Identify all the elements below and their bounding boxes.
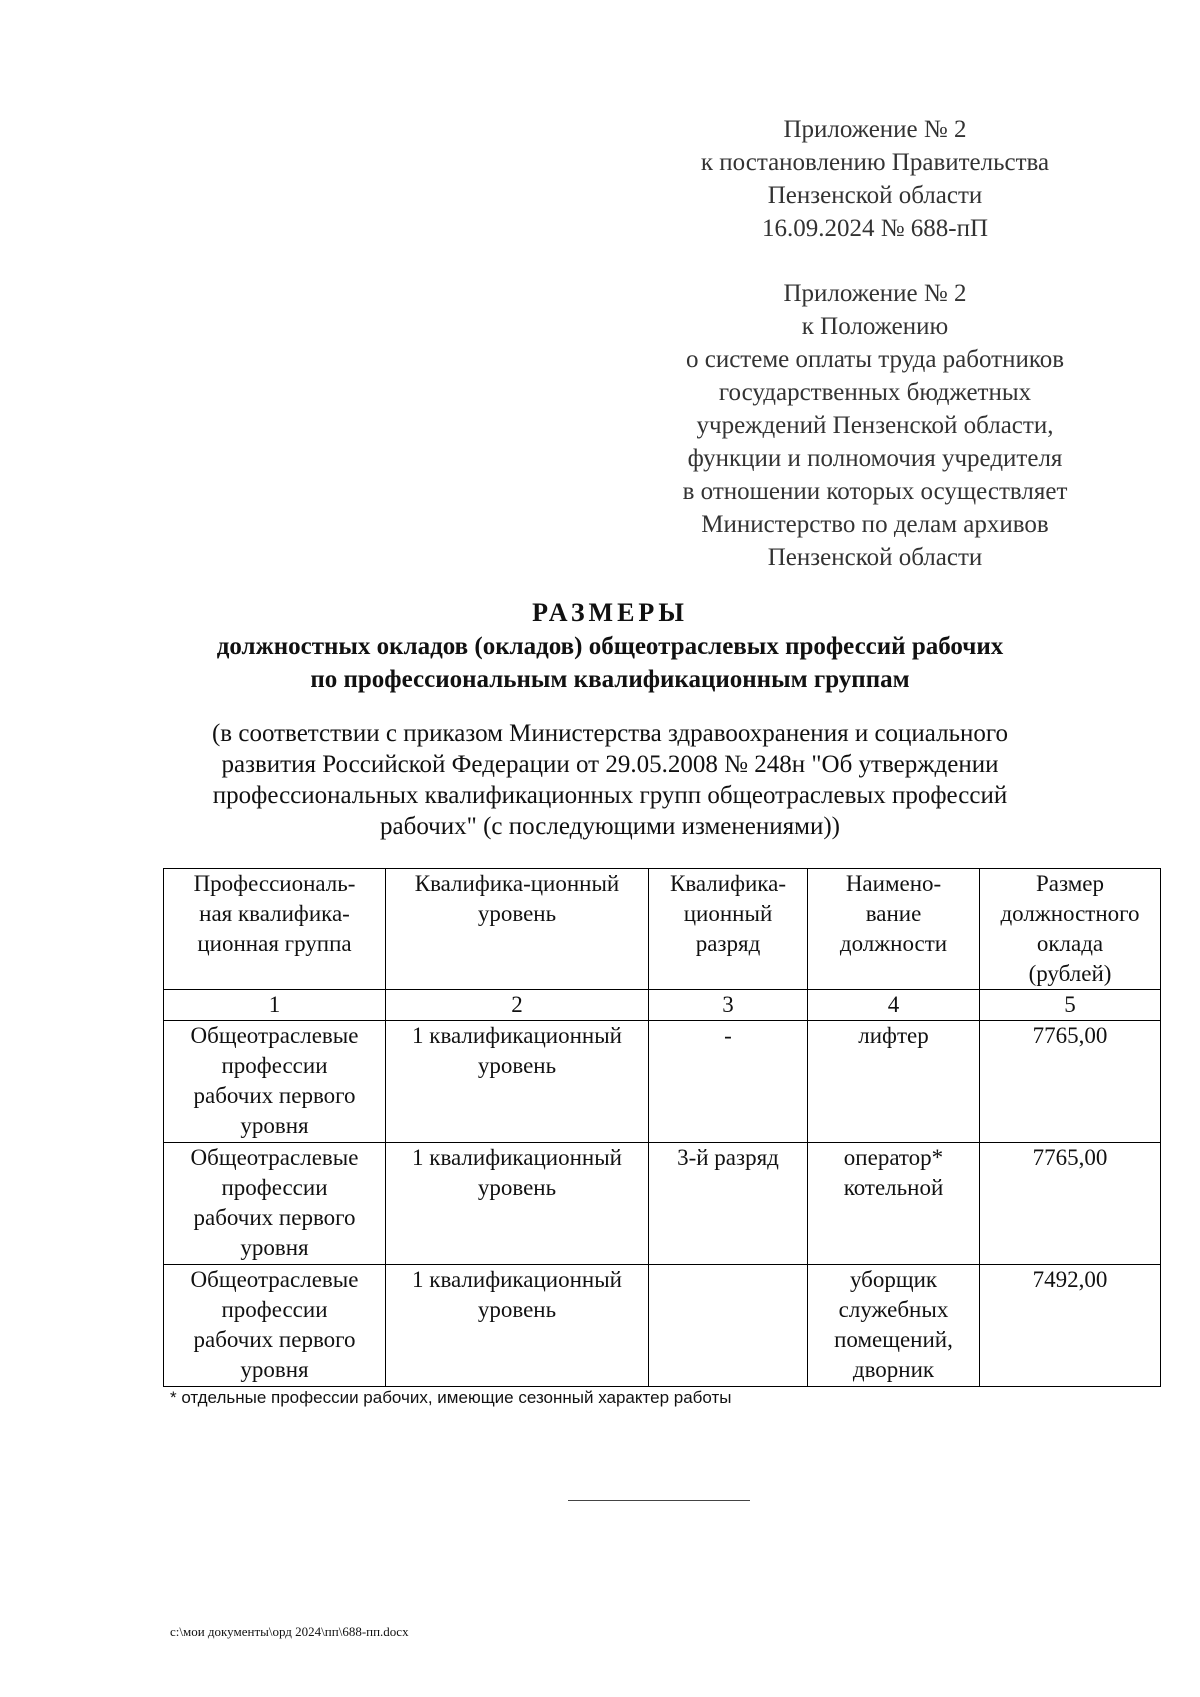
column-header [808,869,980,990]
column-header [649,869,808,990]
cell-line: служебных [838,1297,949,1322]
cell-line: профессии [221,1053,328,1078]
appendix-line: учреждений Пензенской области, [696,412,1054,439]
header-line: Профессиональ- [193,871,356,896]
cell-line: 1 квалификационный [412,1267,622,1292]
header-line: ционный [683,901,773,926]
appendix-line: Приложение № 2 [783,280,967,307]
cell-line: котельной [843,1175,944,1200]
legal-basis-text [150,718,1070,842]
table-row [164,1021,1161,1143]
cell-line: - [724,1023,732,1048]
cell-line: лифтер [858,1023,929,1048]
cell-line: Общеотраслевые [190,1023,359,1048]
appendix-line: государственных бюджетных [718,379,1032,406]
closing-rule [568,1500,750,1501]
title-subtitle [150,630,1070,696]
cell-level [386,1265,649,1387]
header-line: ная квалифика- [199,901,350,926]
cell-group [164,1143,386,1265]
title-subtitle-line: по профессиональным квалификационным группам [310,666,910,693]
basis-line: (в соответствии с приказом Министерства здравоохранения и социального [211,720,1009,747]
appendix-line: к постановлению Правительства [700,149,1050,176]
cell-grade [649,1265,808,1387]
header-line: Квалифика-ционный [414,871,620,896]
header-line: должностного [1000,901,1140,926]
cell-line: 1 квалификационный [412,1023,622,1048]
footnote: * отдельные профессии рабочих, имеющие сезонный характер работы [170,1388,732,1407]
cell-line: дворник [852,1357,935,1382]
column-header [980,869,1161,990]
table-row [164,1143,1161,1265]
cell-salary: 7492,00 [980,1265,1161,1387]
table-header-row [164,869,1161,990]
basis-line: профессиональных квалификационных групп общеотраслевых профессий [212,782,1008,809]
cell-line: Общеотраслевые [190,1145,359,1170]
header-line: ционная группа [197,931,352,956]
appendix-line: Пензенской области [767,182,983,209]
header-line: вание [865,901,922,926]
appendix-decree-block [665,113,1085,245]
header-line: уровень [477,901,557,926]
cell-position [808,1143,980,1265]
header-line: оклада [1036,931,1104,956]
cell-salary: 7765,00 [980,1143,1161,1265]
cell-line: рабочих первого [193,1205,356,1230]
basis-line: развития Российской Федерации от 29.05.2008 № 248н "Об утверждении [221,751,999,778]
cell-group [164,1021,386,1143]
table-body [164,1021,1161,1387]
column-number: 3 [649,990,808,1021]
column-number: 5 [980,990,1161,1021]
header-line: должности [839,931,948,956]
cell-line: уровня [240,1235,309,1260]
appendix-line: о системе оплаты труда работников [685,346,1065,373]
cell-line: уровня [240,1113,309,1138]
basis-line: рабочих" (с последующими изменениями)) [380,813,840,840]
cell-salary: 7765,00 [980,1021,1161,1143]
cell-group [164,1265,386,1387]
title-subtitle-line: должностных окладов (окладов) общеотраслевых профессий рабочих [216,633,1004,660]
cell-position [808,1265,980,1387]
appendix-line: Приложение № 2 [783,116,967,143]
cell-line: уровень [477,1297,557,1322]
cell-line: уровень [477,1053,557,1078]
cell-line: 1 квалификационный [412,1145,622,1170]
document-title [150,596,1070,696]
cell-line: 3-й разряд [677,1145,779,1170]
column-header [386,869,649,990]
cell-grade [649,1143,808,1265]
cell-level [386,1021,649,1143]
column-header [164,869,386,990]
cell-line: рабочих первого [193,1327,356,1352]
cell-line: профессии [221,1297,328,1322]
column-number: 4 [808,990,980,1021]
appendix-line: Пензенской области [767,544,983,571]
table-column-number-row [164,990,1161,1021]
header-line: Наимено- [845,871,942,896]
cell-line: помещений, [834,1327,953,1352]
title-main: РАЗМЕРЫ [532,598,688,627]
salary-table [163,868,1161,1387]
appendix-regulation-block [665,277,1085,574]
cell-line: уровень [477,1175,557,1200]
appendix-line: функции и полномочия учредителя [687,445,1063,472]
column-number: 1 [164,990,386,1021]
cell-line: уборщик [849,1267,938,1292]
header-line: разряд [695,931,761,956]
cell-position [808,1021,980,1143]
appendix-line: Министерство по делам архивов [701,511,1049,538]
header-line: Размер [1035,871,1105,896]
cell-level [386,1143,649,1265]
header-line: (рублей) [1028,961,1112,986]
appendix-line: 16.09.2024 № 688-пП [761,215,989,242]
cell-line: рабочих первого [193,1083,356,1108]
file-path: c:\мои документы\орд 2024\пп\688-пп.docx [170,1624,409,1639]
cell-line: уровня [240,1357,309,1382]
cell-line: оператор* [843,1145,944,1170]
column-number: 2 [386,990,649,1021]
table-row [164,1265,1161,1387]
cell-line: Общеотраслевые [190,1267,359,1292]
cell-grade [649,1021,808,1143]
cell-line: профессии [221,1175,328,1200]
header-line: Квалифика- [670,871,786,896]
appendix-line: в отношении которых осуществляет [682,478,1068,505]
appendix-line: к Положению [801,313,949,340]
